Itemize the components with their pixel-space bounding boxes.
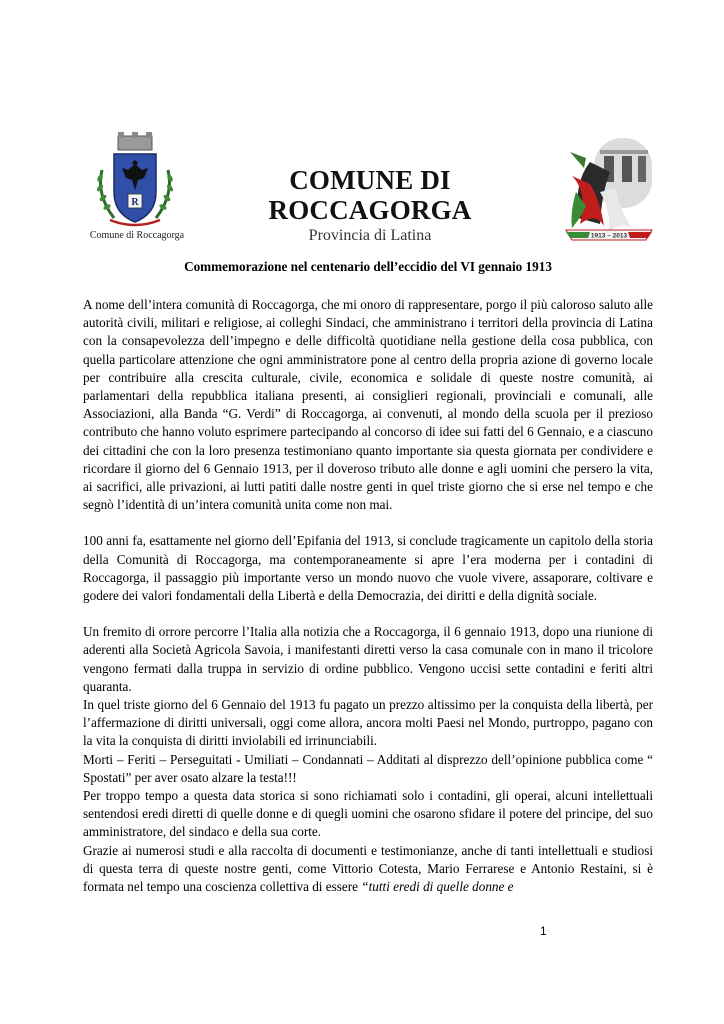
page-title: COMUNE DI ROCCAGORGA [268, 165, 472, 225]
paragraph-victims: Morti – Feriti – Perseguitati - Umiliati – Condannati – Additati al disprezzo dell’opinione pubblica come “ Spostati” per aver osato alzare la testa!!! [83, 751, 653, 785]
paragraph-history: 100 anni fa, esattamente nel giorno dell’Epifania del 1913, si conclude tragicamente un capitolo della storia della Comunità di Roccagorga, ma contemporaneamente si apre l’era moderna per i contadini di Roccagorga, il passaggio più importante verso un mondo nuovo che vuole vivere, assaporare, coltivare e godere dei valori fondamentali della Libertà e della Democrazia, dei diritti e della dignità sociale. [83, 533, 653, 604]
document-body [83, 258, 653, 896]
paragraph-studies [83, 842, 653, 897]
page-subtitle: Provincia di Latina [308, 227, 432, 244]
letterhead [0, 0, 724, 250]
paragraph-price: In quel triste giorno del 6 Gennaio del 1913 fu pagato un prezzo altissimo per la conquista della libertà, per l’affermazione di diritti universali, oggi come allora, ancora molti Paesi nel Mondo, purtroppo, pagano con la vita la conquista di diritti inviolabili ed irrinunciabili. [83, 697, 653, 749]
svg-text:R: R [131, 197, 139, 208]
crest-caption: Comune di Roccagorga [89, 230, 185, 241]
paragraph-massacre: Un fremito di orrore percorre l’Italia alla notizia che a Roccagorga, il 6 gennaio 1913, dopo una riunione di aderenti alla Società Agricola Savoia, i manifestanti diretti verso la casa comunale con in mano il tricolore vengono fermati dalla truppa in servizio di ordine pubblico. Vengono uccisi sette contadini e feriti altri quaranta. [83, 624, 653, 694]
paragraph-studies-text: Grazie ai numerosi studi e alla raccolta di documenti e testimonianze, anche di tanti intellettuali e studiosi di questa terra di queste nostre genti, come Vittorio Cotesta, Mario Ferrarese e Antonio Restaini, si è formata nel tempo una coscienza collettiva di essere [83, 842, 653, 895]
svg-text:1913 – 2013: 1913 – 2013 [590, 232, 628, 240]
paragraph-studies-quote: “tutti eredi di quelle donne e [361, 879, 514, 895]
document-heading: Commemorazione nel centenario dell’eccidio del VI gennaio 1913 [184, 259, 552, 274]
municipal-crest-icon [92, 130, 178, 230]
paragraph-greeting: A nome dell’intera comunità di Roccagorga, che mi onoro di rappresentare, porgo il più caloroso saluto alle autorità civili, militari e religiose, ai colleghi Sindaci, che amministrano i territori della provincia di Latina con la consapevolezza dell’impegno e delle difficoltà quotidiane nella gestione della cosa pubblica, con quella particolare attenzione che ogni amministratore pone al centro della propria azione di governo locale per contribuire alla crescita culturale, civile, economica e solidale di queste nostre comunità, ai parlamentari della repubblica italiana presenti, ai consiglieri regionali, provinciali e comunali, alle Associazioni, alla Banda “G. Verdi” di Roccagorga, ai convenuti, al mondo della scuola per il prezioso contributo che hanno voluto esprimere partecipando al concorso di idee sui fatti del 6 Gennaio, e a ciascuno dei cittadini che con la loro presenza testimoniano quanto importante sia questa giornata per condividere e ricordare il giorno del 6 Gennaio 1913, per il doveroso tributo alle donne e agli uomini che persero la vita, ai sacrifici, alle privazioni, ai lutti patiti dalle nostre genti in quel triste giorno che si erse nel tempo e che segnò l’identità di un’intera comunità unita come non mai. [83, 297, 653, 513]
paragraph-heirs: Per troppo tempo a questa data storica si sono richiamati solo i contadini, gli operai, alcuni intellettuali sentendosi eredi diretti di quelle donne e di quegli uomini che osarono sfidare il potere del principe, del suo amministratore, del sindaco e della sua corte. [83, 788, 653, 840]
title-block [190, 165, 550, 245]
page-number: 1 [540, 924, 547, 938]
centenary-emblem-icon [560, 132, 658, 244]
